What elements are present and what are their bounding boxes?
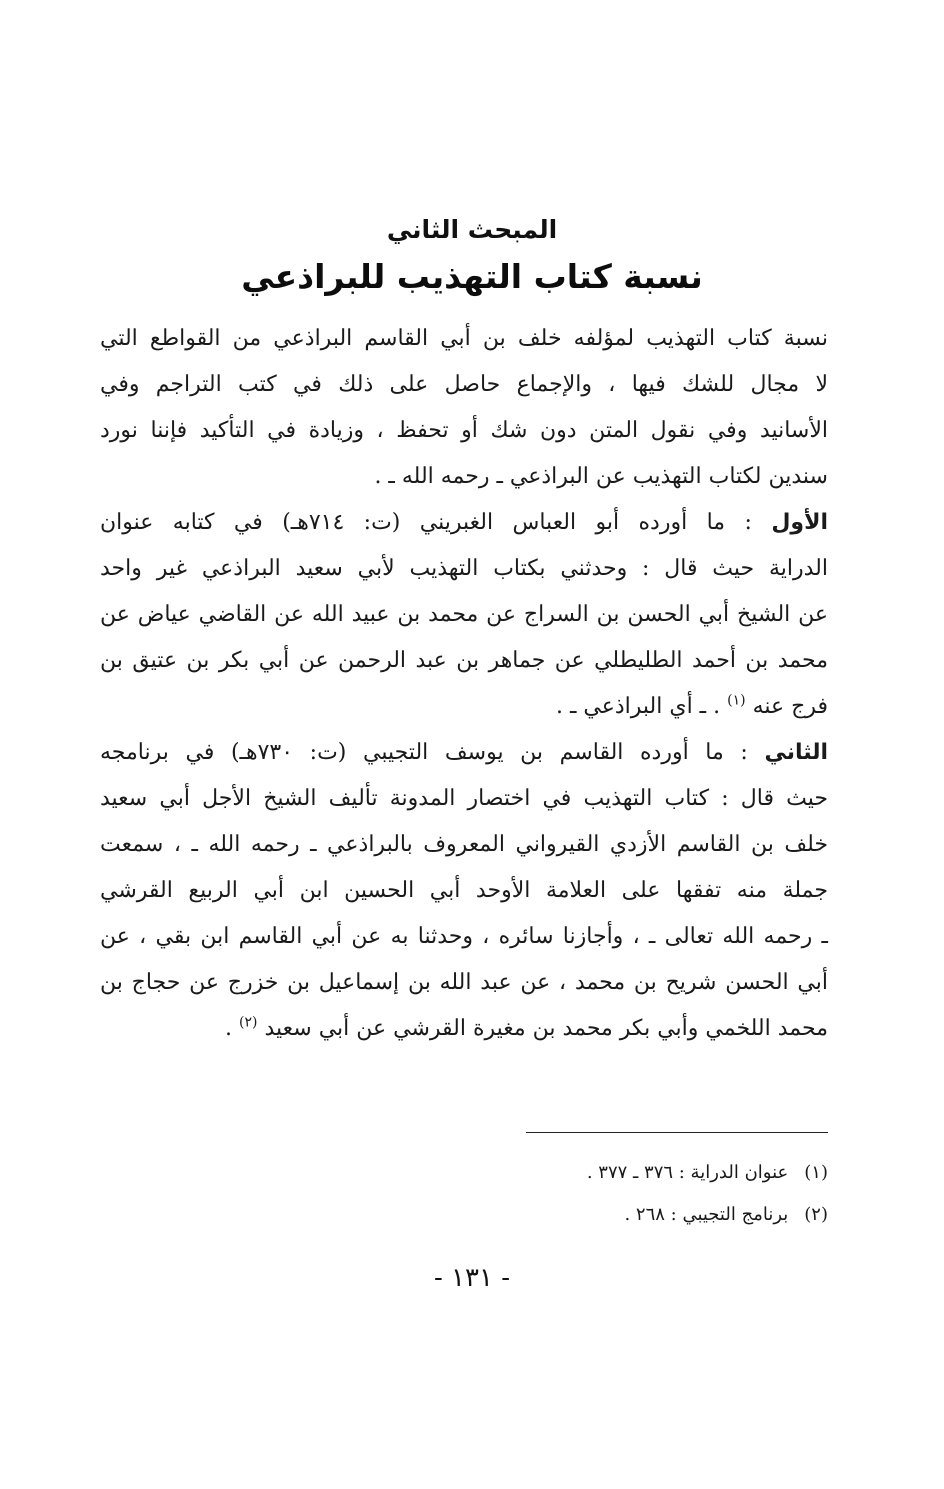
text-line	[100, 730, 828, 776]
paragraph-second-chain	[100, 730, 828, 1052]
paragraph-intro	[100, 316, 828, 500]
footnotes	[587, 1152, 828, 1236]
text-line: عن الشيخ أبي الحسن بن السراج عن محمد بن عبيد الله عن القاضي عياض عن	[100, 602, 828, 627]
footnote-reference: (١)	[727, 692, 746, 709]
footnote-item	[587, 1152, 828, 1194]
section-title: نسبة كتاب التهذيب للبراذعي	[241, 257, 703, 296]
text-line: حيث قال : كتاب التهذيب في اختصار المدونة تأليف الشيخ الأجل أبي سعيد	[100, 786, 828, 811]
line-text: فرج عنه	[752, 694, 828, 719]
lead-word: الثاني	[764, 740, 828, 765]
text-line: نسبة كتاب التهذيب لمؤلفه خلف بن أبي القاسم البراذعي من القواطع التي	[100, 326, 828, 351]
body-text	[100, 316, 828, 1052]
text-line: محمد بن أحمد الطليطلي عن جماهر بن عبد الرحمن عن أبي بكر بن عتيق بن	[100, 648, 828, 673]
footnote-reference: (٢)	[239, 1014, 258, 1031]
footnote-divider	[526, 1132, 828, 1133]
footnote-number: (١)	[804, 1162, 828, 1183]
text-line	[100, 1006, 828, 1052]
line-text: . ـ أي البراذعي ـ .	[555, 694, 728, 719]
section-subtitle: المبحث الثاني	[386, 215, 558, 244]
text-line: ـ رحمه الله تعالى ـ ، وأجازنا سائره ، وحدثنا به عن أبي القاسم ابن بقي ، عن	[100, 924, 828, 949]
text-line: لا مجال للشك فيها ، والإجماع حاصل على ذلك في كتب التراجم وفي	[100, 372, 828, 397]
footnote-number: (٢)	[804, 1204, 828, 1225]
line-text: محمد اللخمي وأبي بكر محمد بن مغيرة القرشي عن أبي سعيد	[264, 1016, 828, 1041]
text-line: أبي الحسن شريح بن محمد ، عن عبد الله بن إسماعيل بن خزرج عن حجاج بن	[100, 970, 828, 995]
footnote-text: برنامج التجيبي : ٢٦٨ .	[624, 1204, 789, 1225]
page-number: - ١٣١ -	[433, 1263, 511, 1293]
text-line: خلف بن القاسم الأزدي القيرواني المعروف بالبراذعي ـ رحمه الله ـ ، سمعت	[100, 832, 828, 857]
paragraph-first-chain	[100, 500, 828, 730]
text-line	[100, 500, 828, 546]
text-line: الأسانيد وفي نقول المتن دون شك أو تحفظ ، وزيادة في التأكيد فإننا نورد	[100, 418, 828, 443]
text-line	[100, 684, 828, 730]
footnote-item	[587, 1194, 828, 1236]
text-line: جملة منه تفقها على العلامة الأوحد أبي الحسين ابن أبي الربيع القرشي	[100, 878, 828, 903]
text-line: الدراية حيث قال : وحدثني بكتاب التهذيب لأبي سعيد البراذعي غير واحد	[100, 556, 828, 581]
line-text: .	[225, 1016, 240, 1041]
line-text: : ما أورده أبو العباس الغبريني (ت: ٧١٤هـ) في كتابه عنوان	[100, 510, 772, 535]
line-text: : ما أورده القاسم بن يوسف التجيبي (ت: ٧٣٠هـ) في برنامجه	[100, 740, 765, 765]
footnote-text: عنوان الدراية : ٣٧٦ ـ ٣٧٧ .	[586, 1162, 789, 1183]
lead-word: الأول	[771, 510, 828, 535]
text-line: سندين لكتاب التهذيب عن البراذعي ـ رحمه الله ـ .	[374, 464, 828, 489]
